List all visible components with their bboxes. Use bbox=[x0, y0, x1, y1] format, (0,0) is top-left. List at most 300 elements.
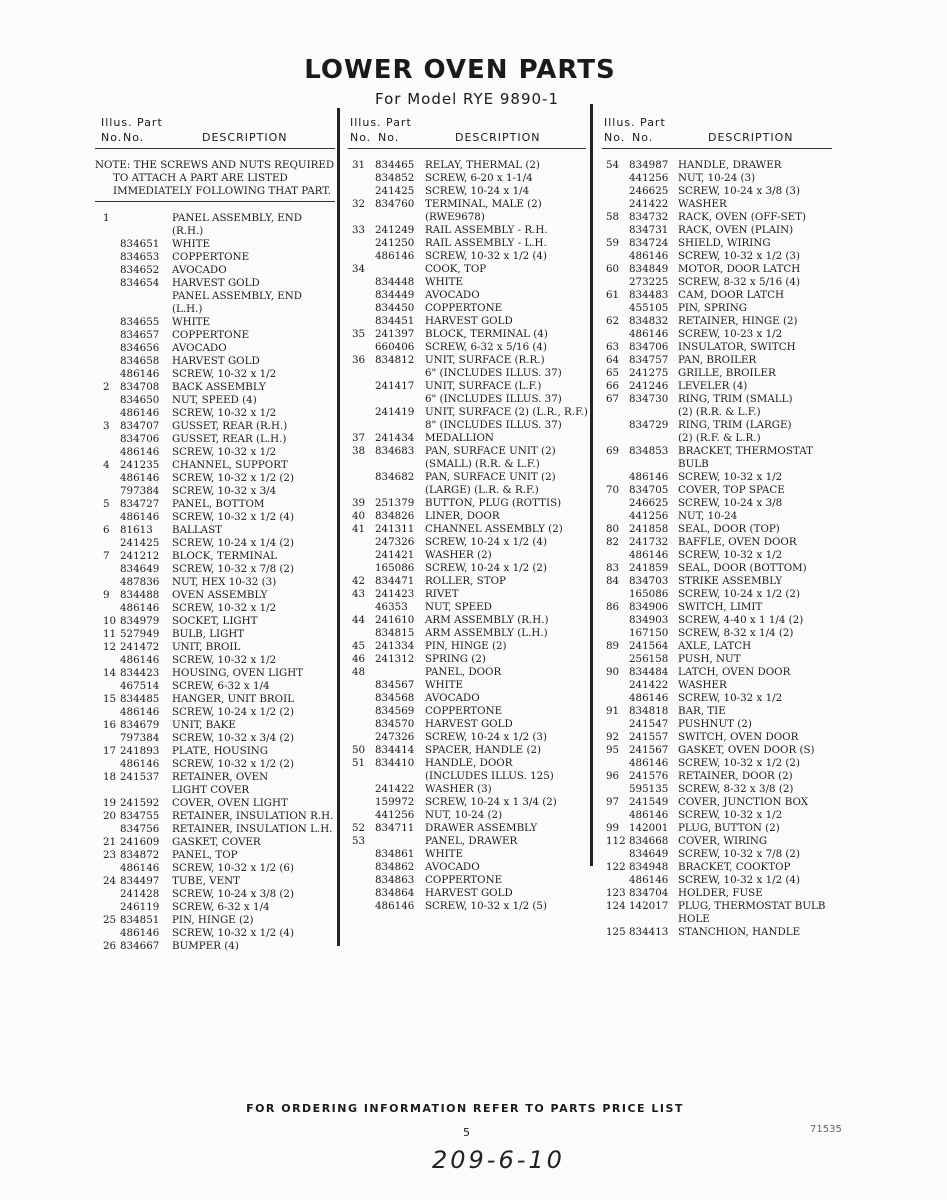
part-number: 241312 bbox=[375, 653, 415, 665]
parts-row bbox=[348, 692, 586, 705]
illus-number: 16 bbox=[103, 719, 117, 731]
part-number: 247326 bbox=[375, 731, 415, 743]
part-description: HOUSING, OVEN LIGHT bbox=[172, 667, 304, 679]
part-description: PANEL, DOOR bbox=[425, 666, 502, 678]
header-illus-part: Illus. Part bbox=[604, 116, 666, 129]
part-description: SCREW, 8-32 x 5/16 (4) bbox=[678, 276, 800, 288]
part-description: (2) (R.F. & L.R.) bbox=[678, 432, 761, 444]
part-description: HANGER, UNIT BROIL bbox=[172, 693, 295, 705]
parts-row bbox=[348, 497, 586, 510]
part-description: ARM ASSEMBLY (L.H.) bbox=[425, 627, 548, 639]
parts-list bbox=[602, 159, 832, 939]
parts-row bbox=[348, 380, 586, 393]
parts-row bbox=[95, 836, 335, 849]
parts-row bbox=[602, 315, 832, 328]
parts-row bbox=[95, 901, 335, 914]
part-number: 241893 bbox=[120, 745, 160, 757]
illus-number: 17 bbox=[103, 745, 117, 757]
part-number: 486146 bbox=[120, 862, 160, 874]
parts-row bbox=[602, 276, 832, 289]
part-number: 834410 bbox=[375, 757, 415, 769]
parts-row bbox=[95, 875, 335, 888]
part-description: CHANNEL ASSEMBLY (2) bbox=[425, 523, 563, 535]
illus-number: 18 bbox=[103, 771, 117, 783]
parts-list bbox=[95, 159, 335, 953]
part-description: HARVEST GOLD bbox=[172, 277, 260, 289]
parts-row bbox=[602, 679, 832, 692]
part-description: NUT, 10-24 (2) bbox=[425, 809, 503, 821]
note-line: TO ATTACH A PART ARE LISTED bbox=[113, 172, 288, 184]
part-number: 486146 bbox=[629, 549, 669, 561]
parts-row bbox=[95, 251, 335, 264]
part-number: 527949 bbox=[120, 628, 160, 640]
parts-row bbox=[602, 770, 832, 783]
parts-row bbox=[602, 159, 832, 172]
parts-row bbox=[348, 887, 586, 900]
illus-number: 95 bbox=[606, 744, 620, 756]
part-description: NUT, SPEED bbox=[425, 601, 492, 613]
parts-row bbox=[95, 745, 335, 758]
illus-number: 11 bbox=[103, 628, 117, 640]
part-description: SCREW, 10-32 x 1/2 bbox=[172, 407, 277, 419]
part-number: 834906 bbox=[629, 601, 669, 613]
part-description: SCREW, 8-32 x 1/4 (2) bbox=[678, 627, 794, 639]
parts-row bbox=[348, 861, 586, 874]
part-number: 455105 bbox=[629, 302, 669, 314]
part-number: 834757 bbox=[629, 354, 669, 366]
part-number: 486146 bbox=[120, 472, 160, 484]
parts-row bbox=[602, 549, 832, 562]
illus-number: 124 bbox=[606, 900, 626, 912]
part-number: 834679 bbox=[120, 719, 160, 731]
illus-number: 21 bbox=[103, 836, 117, 848]
parts-row bbox=[602, 601, 832, 614]
parts-row bbox=[602, 822, 832, 835]
parts-row bbox=[602, 367, 832, 380]
parts-row bbox=[95, 589, 335, 602]
part-description: NUT, 10-24 (3) bbox=[678, 172, 756, 184]
parts-row bbox=[348, 484, 586, 497]
part-number: 486146 bbox=[120, 927, 160, 939]
parts-row bbox=[95, 290, 335, 303]
part-description: COVER, OVEN LIGHT bbox=[172, 797, 288, 809]
part-number: 834683 bbox=[375, 445, 415, 457]
part-description: SCREW, 10-24 x 3/8 bbox=[678, 497, 783, 509]
illus-number: 9 bbox=[103, 589, 110, 601]
note-line: NOTE: THE SCREWS AND NUTS REQUIRED bbox=[95, 159, 335, 171]
parts-row bbox=[95, 784, 335, 797]
part-number: 834569 bbox=[375, 705, 415, 717]
part-description: HARVEST GOLD bbox=[172, 355, 260, 367]
illus-number: 65 bbox=[606, 367, 620, 379]
part-description: DRAWER ASSEMBLY bbox=[425, 822, 538, 834]
part-description: PLUG, THERMOSTAT BULB bbox=[678, 900, 826, 912]
part-number: 797384 bbox=[120, 485, 160, 497]
parts-row bbox=[348, 549, 586, 562]
parts-row bbox=[602, 237, 832, 250]
part-number: 834979 bbox=[120, 615, 160, 627]
header-description: DESCRIPTION bbox=[708, 131, 794, 144]
part-number: 241472 bbox=[120, 641, 160, 653]
part-number: 159972 bbox=[375, 796, 415, 808]
part-number: 834451 bbox=[375, 315, 415, 327]
part-description: SCREW, 10-24 x 1 3/4 (2) bbox=[425, 796, 557, 808]
illus-number: 36 bbox=[352, 354, 366, 366]
illus-number: 86 bbox=[606, 601, 620, 613]
part-number: 834706 bbox=[629, 341, 669, 353]
part-number: 595135 bbox=[629, 783, 669, 795]
parts-row bbox=[602, 627, 832, 640]
part-number: 241250 bbox=[375, 237, 415, 249]
part-description: SCREW, 10-32 x 3/4 (2) bbox=[172, 732, 294, 744]
parts-row bbox=[602, 406, 832, 419]
part-number: 834707 bbox=[120, 420, 160, 432]
part-number: 834731 bbox=[629, 224, 669, 236]
part-description: INSULATOR, SWITCH bbox=[678, 341, 796, 353]
part-number: 441256 bbox=[375, 809, 415, 821]
part-number: 251379 bbox=[375, 497, 415, 509]
part-description: SCREW, 10-32 x 1/2 (4) bbox=[425, 250, 547, 262]
part-description: COOK, TOP bbox=[425, 263, 487, 275]
part-number: 486146 bbox=[629, 250, 669, 262]
part-description: BACK ASSEMBLY bbox=[172, 381, 266, 393]
parts-row bbox=[95, 537, 335, 550]
part-number: 241422 bbox=[375, 783, 415, 795]
part-number: 834851 bbox=[120, 914, 160, 926]
part-number: 241549 bbox=[629, 796, 669, 808]
assembly-note bbox=[95, 159, 335, 202]
parts-row bbox=[95, 810, 335, 823]
part-number: 834708 bbox=[120, 381, 160, 393]
part-number: 246625 bbox=[629, 497, 669, 509]
part-number: 486146 bbox=[120, 758, 160, 770]
parts-row bbox=[95, 771, 335, 784]
parts-row bbox=[348, 679, 586, 692]
part-number: 241858 bbox=[629, 523, 669, 535]
header-part-no: No. bbox=[632, 131, 654, 144]
parts-row bbox=[95, 342, 335, 355]
part-number: 486146 bbox=[629, 757, 669, 769]
part-description: SCREW, 10-32 x 3/4 bbox=[172, 485, 277, 497]
part-number: 834654 bbox=[120, 277, 160, 289]
part-number: 834485 bbox=[120, 693, 160, 705]
part-description: SCREW, 10-24 x 3/8 (3) bbox=[678, 185, 800, 197]
illus-number: 5 bbox=[103, 498, 110, 510]
header-part-no: No. bbox=[123, 131, 145, 144]
page-title: LOWER OVEN PARTS bbox=[304, 55, 616, 85]
parts-row bbox=[348, 523, 586, 536]
parts-row bbox=[95, 511, 335, 524]
parts-row bbox=[348, 172, 586, 185]
part-description: SCREW, 10-32 x 1/2 bbox=[678, 471, 783, 483]
parts-row bbox=[95, 212, 335, 225]
parts-row bbox=[95, 823, 335, 836]
parts-row bbox=[602, 796, 832, 809]
parts-row bbox=[348, 224, 586, 237]
parts-row bbox=[95, 264, 335, 277]
header-description: DESCRIPTION bbox=[455, 131, 541, 144]
parts-row bbox=[348, 575, 586, 588]
part-description: COPPERTONE bbox=[172, 251, 250, 263]
part-description: RACK, OVEN (PLAIN) bbox=[678, 224, 794, 236]
part-number: 241425 bbox=[375, 185, 415, 197]
parts-row bbox=[95, 459, 335, 472]
part-description: RETAINER, HINGE (2) bbox=[678, 315, 798, 327]
parts-row bbox=[602, 874, 832, 887]
part-description: PANEL, TOP bbox=[172, 849, 238, 861]
part-description: GASKET, COVER bbox=[172, 836, 261, 848]
part-description: WHITE bbox=[425, 276, 464, 288]
part-number: 834488 bbox=[120, 589, 160, 601]
part-number: 486146 bbox=[120, 511, 160, 523]
parts-row bbox=[602, 263, 832, 276]
part-description: PANEL, DRAWER bbox=[425, 835, 518, 847]
part-number: 834706 bbox=[120, 433, 160, 445]
parts-row bbox=[602, 718, 832, 731]
parts-row bbox=[348, 198, 586, 211]
part-description: SCREW, 10-24 x 1/2 (2) bbox=[678, 588, 800, 600]
part-description: ROLLER, STOP bbox=[425, 575, 506, 587]
part-description: AVOCADO bbox=[425, 289, 480, 301]
parts-row bbox=[95, 888, 335, 901]
parts-column-1 bbox=[95, 112, 335, 953]
part-description: SCREW, 10-32 x 1/2 (6) bbox=[172, 862, 294, 874]
part-number: 241434 bbox=[375, 432, 415, 444]
parts-column-3 bbox=[602, 112, 832, 939]
parts-row bbox=[348, 822, 586, 835]
part-number: 834948 bbox=[629, 861, 669, 873]
parts-row bbox=[95, 498, 335, 511]
part-number: 834732 bbox=[629, 211, 669, 223]
part-number: 834651 bbox=[120, 238, 160, 250]
illus-number: 14 bbox=[103, 667, 117, 679]
part-description: PANEL ASSEMBLY, END bbox=[172, 212, 303, 224]
parts-row bbox=[602, 705, 832, 718]
part-description: UNIT, SURFACE (L.F.) bbox=[425, 380, 542, 392]
part-description: BUTTON, PLUG (ROTTIS) bbox=[425, 497, 562, 509]
illus-number: 112 bbox=[606, 835, 626, 847]
part-number: 834414 bbox=[375, 744, 415, 756]
illus-number: 92 bbox=[606, 731, 620, 743]
part-number: 834649 bbox=[629, 848, 669, 860]
part-number: 834568 bbox=[375, 692, 415, 704]
parts-row bbox=[348, 835, 586, 848]
parts-row bbox=[602, 185, 832, 198]
part-number: 834705 bbox=[629, 484, 669, 496]
parts-row bbox=[348, 757, 586, 770]
parts-row bbox=[602, 445, 832, 458]
part-description: SCREW, 10-24 x 1/2 (2) bbox=[425, 562, 547, 574]
parts-row bbox=[348, 263, 586, 276]
illus-number: 42 bbox=[352, 575, 366, 587]
part-description: SCREW, 10-24 x 1/4 bbox=[425, 185, 530, 197]
part-description: BLOCK, TERMINAL bbox=[172, 550, 277, 562]
parts-row bbox=[95, 654, 335, 667]
part-number: 486146 bbox=[629, 471, 669, 483]
part-description: HARVEST GOLD bbox=[425, 315, 513, 327]
part-number: 834903 bbox=[629, 614, 669, 626]
parts-row bbox=[348, 406, 586, 419]
illus-number: 37 bbox=[352, 432, 366, 444]
part-description: HARVEST GOLD bbox=[425, 718, 513, 730]
parts-row bbox=[95, 927, 335, 940]
illus-number: 89 bbox=[606, 640, 620, 652]
part-number: 834760 bbox=[375, 198, 415, 210]
handwritten-note: 209-6-10 bbox=[432, 1146, 565, 1174]
parts-row bbox=[602, 289, 832, 302]
part-description: SCREW, 10-32 x 1/2 (2) bbox=[172, 472, 294, 484]
parts-row bbox=[348, 744, 586, 757]
part-number: 486146 bbox=[375, 900, 415, 912]
header-illus-no: No. bbox=[604, 131, 626, 144]
illus-number: 90 bbox=[606, 666, 620, 678]
header-illus-part: Illus. Part bbox=[101, 116, 163, 129]
parts-row bbox=[602, 783, 832, 796]
parts-row bbox=[602, 380, 832, 393]
part-description: PLUG, BUTTON (2) bbox=[678, 822, 780, 834]
part-description: GASKET, OVEN DOOR (S) bbox=[678, 744, 815, 756]
part-number: 834448 bbox=[375, 276, 415, 288]
page-number: 5 bbox=[463, 1126, 470, 1139]
part-number: 241397 bbox=[375, 328, 415, 340]
illus-number: 15 bbox=[103, 693, 117, 705]
part-number: 241859 bbox=[629, 562, 669, 574]
part-number: 142017 bbox=[629, 900, 669, 912]
parts-row bbox=[95, 277, 335, 290]
part-number: 486146 bbox=[120, 368, 160, 380]
parts-row bbox=[95, 472, 335, 485]
part-description: LATCH, OVEN DOOR bbox=[678, 666, 791, 678]
part-number: 834649 bbox=[120, 563, 160, 575]
part-description: SOCKET, LIGHT bbox=[172, 615, 258, 627]
parts-row bbox=[602, 666, 832, 679]
illus-number: 61 bbox=[606, 289, 620, 301]
parts-row bbox=[602, 588, 832, 601]
part-description: TERMINAL, MALE (2) bbox=[425, 198, 542, 210]
part-description: GUSSET, REAR (R.H.) bbox=[172, 420, 288, 432]
model-subtitle: For Model RYE 9890-1 bbox=[375, 90, 560, 108]
part-description: (L.H.) bbox=[172, 303, 203, 315]
part-number: 834652 bbox=[120, 264, 160, 276]
part-number: 834423 bbox=[120, 667, 160, 679]
parts-row bbox=[602, 523, 832, 536]
part-number: 241732 bbox=[629, 536, 669, 548]
part-description: SCREW, 10-32 x 1/2 (3) bbox=[678, 250, 800, 262]
part-number: 241249 bbox=[375, 224, 415, 236]
part-description: PIN, HINGE (2) bbox=[425, 640, 507, 652]
part-number: 834465 bbox=[375, 159, 415, 171]
parts-row bbox=[348, 211, 586, 224]
parts-row bbox=[602, 328, 832, 341]
parts-row bbox=[602, 354, 832, 367]
parts-row bbox=[602, 653, 832, 666]
illus-number: 70 bbox=[606, 484, 620, 496]
illus-number: 41 bbox=[352, 523, 366, 535]
part-number: 834450 bbox=[375, 302, 415, 314]
parts-row bbox=[348, 640, 586, 653]
part-description: SCREW, 10-32 x 1/2 bbox=[172, 368, 277, 380]
illus-number: 10 bbox=[103, 615, 117, 627]
parts-row bbox=[95, 615, 335, 628]
part-number: 241275 bbox=[629, 367, 669, 379]
part-description: SCREW, 6-32 x 5/16 (4) bbox=[425, 341, 547, 353]
part-number: 834497 bbox=[120, 875, 160, 887]
parts-row bbox=[95, 316, 335, 329]
part-description: SCREW, 10-32 x 1/2 bbox=[172, 654, 277, 666]
illus-number: 122 bbox=[606, 861, 626, 873]
part-description: RETAINER, INSULATION R.H. bbox=[172, 810, 334, 822]
part-description: 6" (INCLUDES ILLUS. 37) bbox=[425, 367, 562, 379]
part-description: HARVEST GOLD bbox=[425, 887, 513, 899]
part-number: 834812 bbox=[375, 354, 415, 366]
part-number: 834818 bbox=[629, 705, 669, 717]
parts-row bbox=[95, 849, 335, 862]
part-description: OVEN ASSEMBLY bbox=[172, 589, 268, 601]
illus-number: 26 bbox=[103, 940, 117, 952]
part-description: (R.H.) bbox=[172, 225, 204, 237]
part-description: (LARGE) (L.R. & R.F.) bbox=[425, 484, 539, 496]
parts-row bbox=[348, 432, 586, 445]
part-description: UNIT, BROIL bbox=[172, 641, 241, 653]
parts-row bbox=[348, 731, 586, 744]
part-description: COPPERTONE bbox=[425, 302, 503, 314]
parts-row bbox=[602, 224, 832, 237]
part-number: 241564 bbox=[629, 640, 669, 652]
parts-row bbox=[348, 900, 586, 913]
illus-number: 82 bbox=[606, 536, 620, 548]
parts-row bbox=[95, 407, 335, 420]
parts-row bbox=[348, 510, 586, 523]
illus-number: 60 bbox=[606, 263, 620, 275]
part-description: RELAY, THERMAL (2) bbox=[425, 159, 540, 171]
part-description: BAR, TIE bbox=[678, 705, 726, 717]
part-number: 241425 bbox=[120, 537, 160, 549]
parts-row bbox=[348, 276, 586, 289]
illus-number: 23 bbox=[103, 849, 117, 861]
parts-row bbox=[95, 576, 335, 589]
parts-row bbox=[95, 420, 335, 433]
parts-row bbox=[95, 628, 335, 641]
part-description: (2) (R.R. & L.F.) bbox=[678, 406, 761, 418]
part-description: WHITE bbox=[172, 238, 211, 250]
parts-row bbox=[602, 887, 832, 900]
part-description: STRIKE ASSEMBLY bbox=[678, 575, 783, 587]
part-description: NUT, 10-24 bbox=[678, 510, 738, 522]
part-description: GUSSET, REAR (L.H.) bbox=[172, 433, 287, 445]
part-number: 834987 bbox=[629, 159, 669, 171]
part-description: SCREW, 6-32 x 1/4 bbox=[172, 680, 270, 692]
part-number: 247326 bbox=[375, 536, 415, 548]
part-number: 81613 bbox=[120, 524, 153, 536]
part-number: 241547 bbox=[629, 718, 669, 730]
parts-row bbox=[602, 744, 832, 757]
part-description: (RWE9678) bbox=[425, 211, 485, 223]
part-description: SCREW, 10-32 x 1/2 (2) bbox=[172, 758, 294, 770]
part-description: GRILLE, BROILER bbox=[678, 367, 776, 379]
parts-row bbox=[602, 848, 832, 861]
header-illus-part: Illus. Part bbox=[350, 116, 412, 129]
parts-row bbox=[95, 732, 335, 745]
parts-row bbox=[348, 848, 586, 861]
part-description: BAFFLE, OVEN DOOR bbox=[678, 536, 797, 548]
part-description: SCREW, 10-32 x 1/2 bbox=[172, 602, 277, 614]
parts-row bbox=[602, 393, 832, 406]
part-number: 834471 bbox=[375, 575, 415, 587]
part-number: 834832 bbox=[629, 315, 669, 327]
part-number: 241212 bbox=[120, 550, 160, 562]
part-description: BLOCK, TERMINAL (4) bbox=[425, 328, 548, 340]
parts-row bbox=[602, 835, 832, 848]
